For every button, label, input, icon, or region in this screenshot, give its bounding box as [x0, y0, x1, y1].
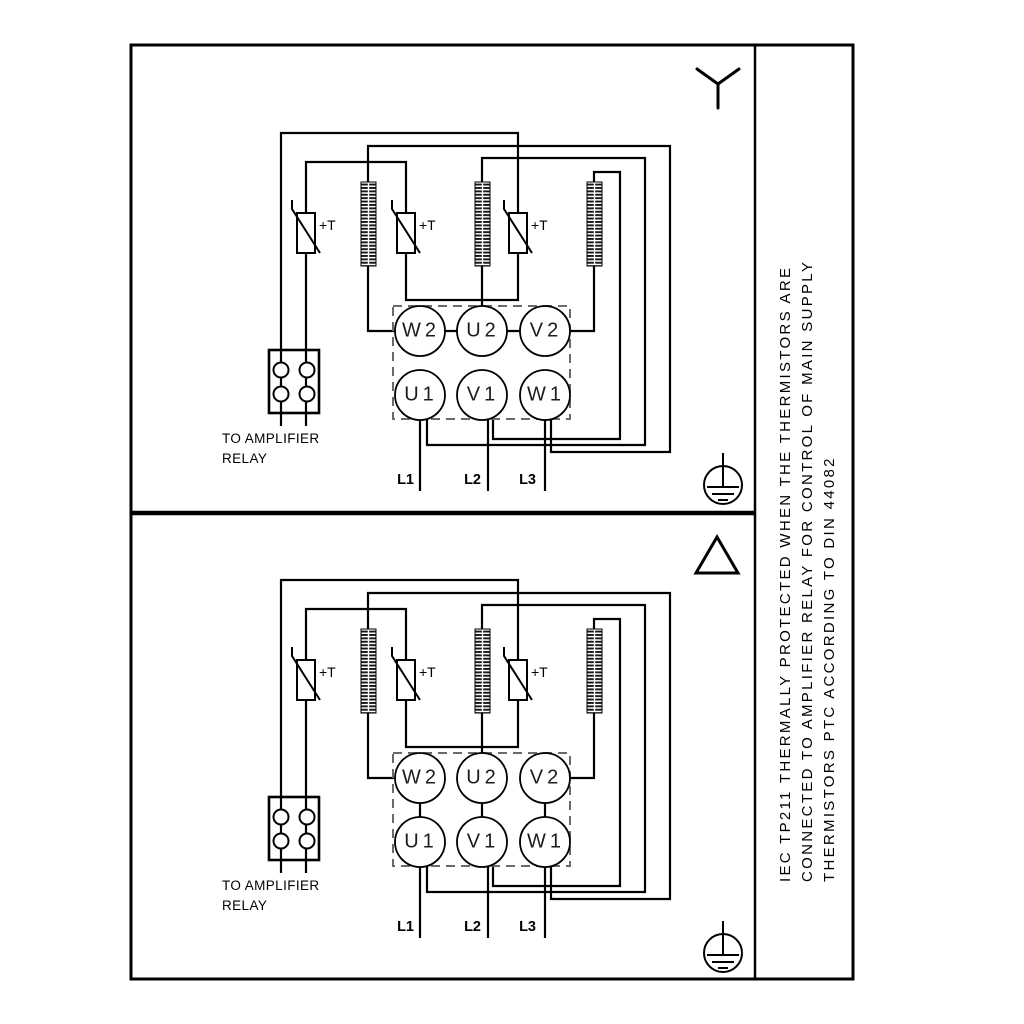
terminal-label-v1: V1 — [466, 830, 500, 853]
supply-label-l1: L1 — [397, 919, 414, 935]
thermistor-label: +T — [419, 664, 436, 680]
terminal-label-w2: W2 — [402, 766, 440, 789]
supply-label-l2: L2 — [464, 472, 481, 488]
terminal-label-v1: V1 — [466, 383, 500, 406]
terminal-label-w1: W1 — [527, 830, 565, 853]
thermistor-label: +T — [531, 217, 548, 233]
side-note-line3: THERMISTORS PTC ACCORDING TO DIN 44082 — [821, 456, 838, 882]
supply-label-l3: L3 — [519, 472, 536, 488]
terminal-label-u1: U1 — [404, 830, 438, 853]
thermistor-label: +T — [319, 217, 336, 233]
supply-label-l2: L2 — [464, 919, 481, 935]
terminal-label-u2: U2 — [466, 319, 500, 342]
side-note-line1: IEC TP211 THERMALLY PROTECTED WHEN THE THERMISTORS ARE — [777, 265, 794, 882]
thermistor-label: +T — [531, 664, 548, 680]
terminal-label-w2: W2 — [402, 319, 440, 342]
thermistor-label: +T — [419, 217, 436, 233]
relay-caption-line2: RELAY — [222, 451, 268, 466]
relay-caption-line1: TO AMPLIFIER — [222, 431, 320, 446]
terminal-label-v2: V2 — [529, 766, 563, 789]
relay-caption-line1: TO AMPLIFIER — [222, 878, 320, 893]
thermistor-label: +T — [319, 664, 336, 680]
supply-label-l1: L1 — [397, 472, 414, 488]
terminal-label-w1: W1 — [527, 383, 565, 406]
relay-caption-line2: RELAY — [222, 898, 268, 913]
terminal-label-v2: V2 — [529, 319, 563, 342]
supply-label-l3: L3 — [519, 919, 536, 935]
side-note-line2: CONNECTED TO AMPLIFIER RELAY FOR CONTROL OF MAIN SUPPLY — [799, 259, 816, 882]
terminal-label-u2: U2 — [466, 766, 500, 789]
terminal-label-u1: U1 — [404, 383, 438, 406]
